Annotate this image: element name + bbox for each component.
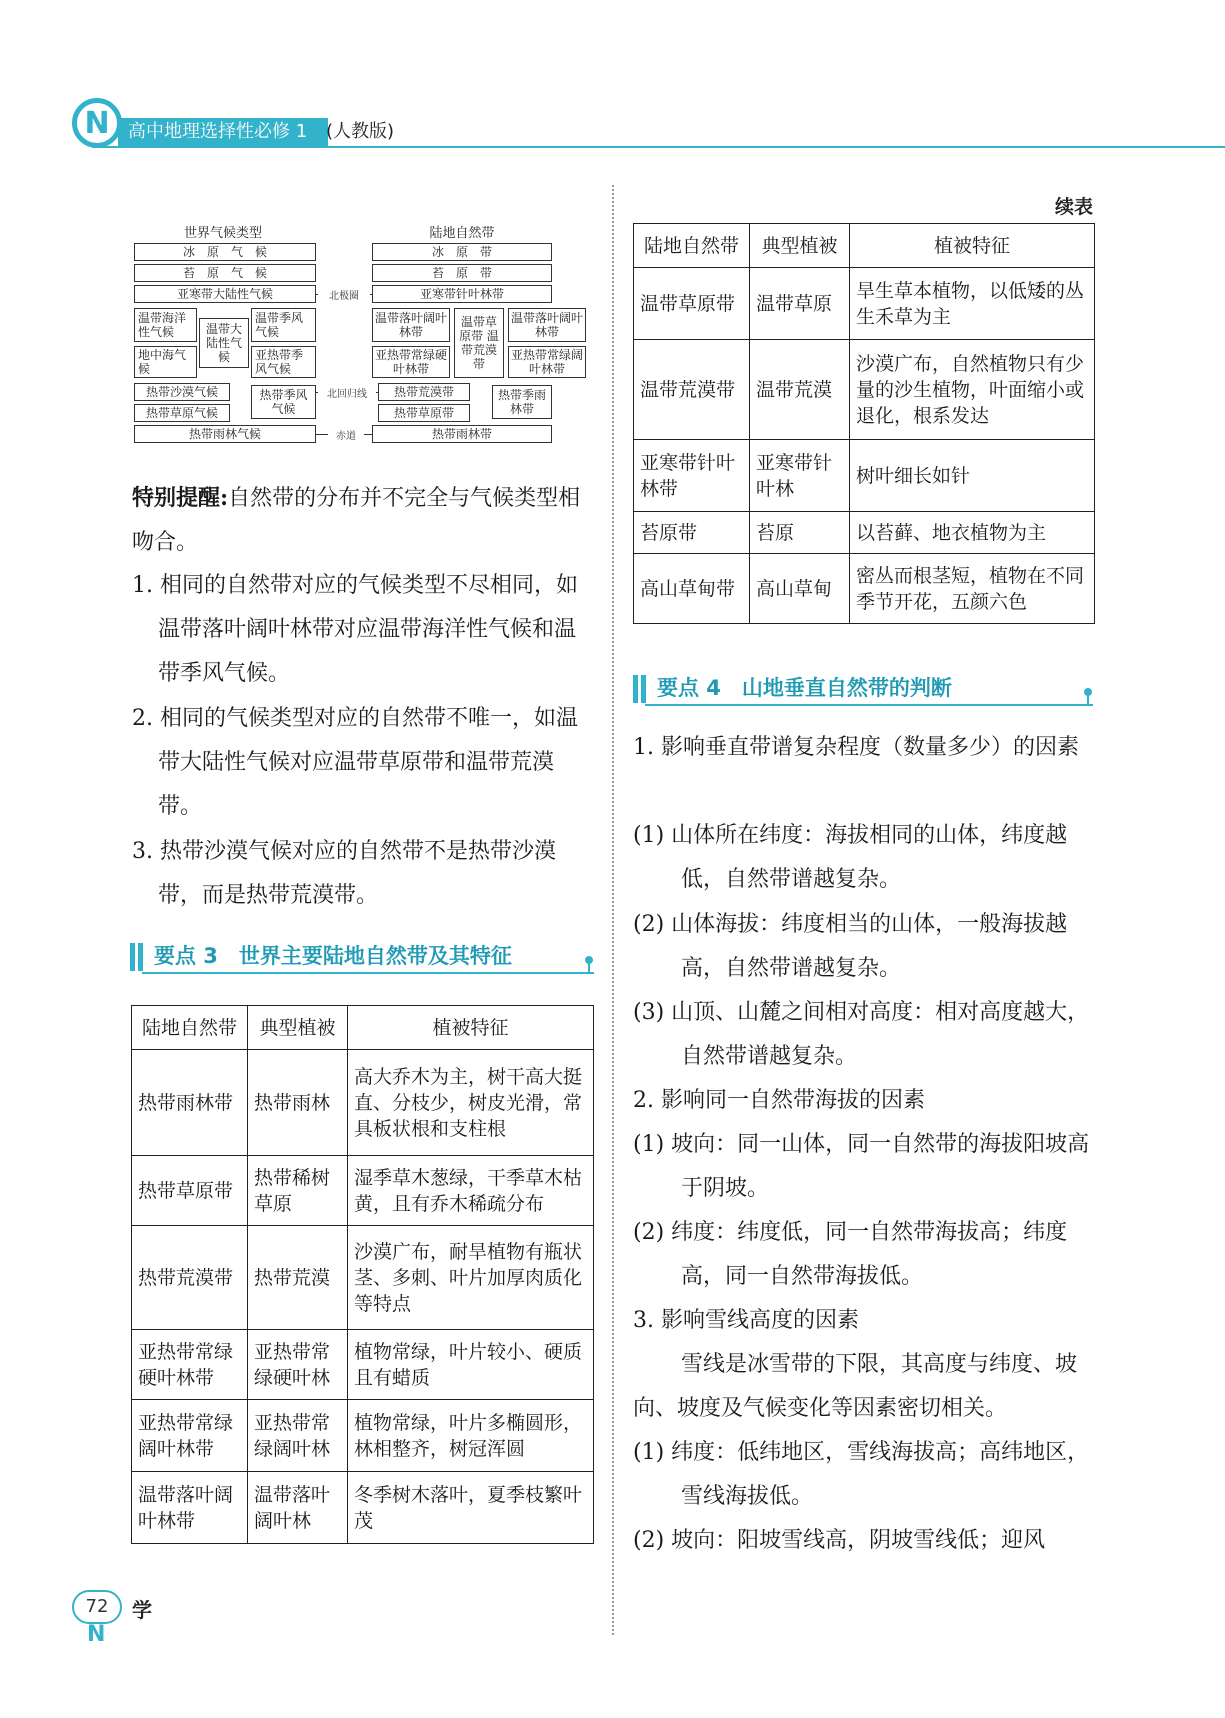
zone-temperate-grass-desert: 温带草原带 温带荒漠带 <box>454 308 504 378</box>
table-row: 热带草原带 热带稀树草原 湿季草木葱绿，干季草木枯黄，且有乔木稀疏分布 <box>132 1156 594 1226</box>
table-row: 温带草原带 温带草原 旱生草本植物，以低矮的丛生禾草为主 <box>634 268 1095 340</box>
s4-point-2a: (1) 坡向：同一山体，同一自然带的海拔阳坡高于阴坡。 <box>633 1132 1090 1201</box>
zone-taiga: 亚寒带针叶林带 <box>372 285 552 303</box>
zone-tropical-monsoon-forest: 热带季雨林带 <box>492 385 552 419</box>
table-header-cell: 典型植被 <box>248 1006 348 1050</box>
equator-label: 赤道 <box>328 427 364 442</box>
table-row: 苔原带 苔原 以苔藓、地衣植物为主 <box>634 512 1095 554</box>
climate-mediterranean: 地中海气候 <box>134 346 197 378</box>
page-number: 72 <box>72 1590 122 1624</box>
climate-temperate-marine: 温带海洋性气候 <box>134 308 197 342</box>
s4-point-1b: (2) 山体海拔：纬度相当的山体，一般海拔越高，自然带谱越复杂。 <box>633 912 1068 981</box>
reminder-label: 特别提醒 <box>132 485 221 511</box>
zone-column-title: 陆地自然带 <box>429 226 495 241</box>
climate-tropical-rainforest: 热带雨林气候 <box>134 425 316 443</box>
table-row: 亚寒带针叶林带 亚寒带针叶林 树叶细长如针 <box>634 440 1095 512</box>
table-row: 亚热带常绿硬叶林带 亚热带常绿硬叶林 植物常绿，叶片较小、硬质且有蜡质 <box>132 1330 594 1400</box>
zone-subtropical-sclerophyll: 亚热带常绿硬叶林带 <box>372 346 450 378</box>
climate-tropical-savanna: 热带草原气候 <box>134 404 230 422</box>
table-row: 热带荒漠带 热带荒漠 沙漠广布，耐旱植物有瓶状茎、多刺、叶片加厚肉质化等特点 <box>132 1226 594 1330</box>
s4-point-3: 3. 影响雪线高度的因素 <box>633 1308 859 1333</box>
climate-subarctic: 亚寒带大陆性气候 <box>134 285 316 303</box>
zone-tropical-desert: 热带荒漠带 <box>378 383 470 401</box>
zone-table-2 <box>633 223 1095 624</box>
table-row: 温带落叶阔叶林带 温带落叶阔叶林 冬季树木落叶，夏季枝繁叶茂 <box>132 1472 594 1544</box>
zone-ice-desert: 冰 原 带 <box>372 243 552 261</box>
continued-table-label: 续表 <box>1055 196 1094 218</box>
zone-table-1 <box>131 1005 594 1544</box>
s4-point-2b: (2) 纬度：纬度低，同一自然带海拔高；纬度高，同一自然带海拔低。 <box>633 1220 1068 1289</box>
table-header-cell: 植被特征 <box>850 224 1095 268</box>
climate-ice-cap: 冰 原 气 候 <box>134 243 316 261</box>
section-4-title: 要点 4 山地垂直自然带的判断 <box>657 676 952 700</box>
book-title: 高中地理选择性必修 1 <box>118 118 328 146</box>
table-header-row <box>132 1006 594 1050</box>
brand-logo-icon: N <box>72 98 122 148</box>
zone-temperate-deciduous-east: 温带落叶阔叶林带 <box>508 308 586 342</box>
book-edition: (人教版) <box>326 121 395 142</box>
climate-temperate-continental: 温带大陆性气候 <box>199 318 249 368</box>
zone-tropical-grassland: 热带草原带 <box>378 404 470 422</box>
section-3-heading <box>130 940 600 974</box>
zone-temperate-deciduous: 温带落叶阔叶林带 <box>372 308 450 342</box>
arctic-circle-label: 北极圈 <box>318 287 370 302</box>
section-4-heading <box>633 672 1099 706</box>
pin-icon <box>585 956 593 964</box>
climate-tropical-monsoon: 热带季风气候 <box>251 385 316 419</box>
reminder-item-3: 3. 热带沙漠气候对应的自然带不是热带沙漠带，而是热带荒漠带。 <box>132 839 556 908</box>
reminder-item-1: 1. 相同的自然带对应的气候类型不尽相同，如温带落叶阔叶林带对应温带海洋性气候和温带季风气候。 <box>132 573 578 686</box>
table-header-cell: 陆地自然带 <box>634 224 750 268</box>
reminder-item-2: 2. 相同的气候类型对应的自然带不唯一，如温带大陆性气候对应温带草原带和温带荒漠带。 <box>132 706 578 819</box>
table-row: 高山草甸带 高山草甸 密丛而根茎短，植物在不同季节开花，五颜六色 <box>634 554 1095 624</box>
table-row: 亚热带常绿阔叶林带 亚热带常绿阔叶林 植物常绿，叶片多椭圆形，林相整齐，树冠浑圆 <box>132 1400 594 1472</box>
table-row: 温带荒漠带 温带荒漠 沙漠广布，自然植物只有少量的沙生植物，叶面缩小或退化，根系发达 <box>634 340 1095 440</box>
s4-point-1c: (3) 山顶、山麓之间相对高度：相对高度越大，自然带谱越复杂。 <box>633 1000 1090 1069</box>
pin-icon <box>1084 688 1092 696</box>
climate-temperate-monsoon: 温带季风气候 <box>251 308 316 342</box>
table-header-cell: 陆地自然带 <box>132 1006 248 1050</box>
footer-subject: 学 <box>132 1598 152 1622</box>
s4-point-1: 1. 影响垂直带谱复杂程度（数量多少）的因素 <box>633 735 1079 760</box>
table-header-row <box>634 224 1095 268</box>
footer-logo-icon: N <box>87 1622 106 1647</box>
reminder-text: 自然带的分布并不完全与气候类型相吻合。 <box>132 486 581 555</box>
s4-point-1a: (1) 山体所在纬度：海拔相同的山体，纬度越低，自然带谱越复杂。 <box>633 823 1068 892</box>
header-rule <box>92 146 1225 148</box>
table-row: 热带雨林带 热带雨林 高大乔木为主，树干高大挺直、分枝少，树皮光滑，常具板状根和支柱根 <box>132 1050 594 1156</box>
zone-tundra: 苔 原 带 <box>372 264 552 282</box>
column-divider <box>612 185 614 1635</box>
tropic-label: 北回归线 <box>318 385 376 400</box>
s4-point-3b: (2) 坡向：阳坡雪线高，阴坡雪线低；迎风 <box>633 1528 1046 1553</box>
s4-point-3-text: 雪线是冰雪带的下限，其高度与纬度、坡向、坡度及气候变化等因素密切相关。 <box>633 1352 1078 1421</box>
table-header-cell: 典型植被 <box>750 224 850 268</box>
reminder-intro: 特别提醒:自然带的分布并不完全与气候类型相吻合。 <box>132 485 581 555</box>
climate-column-title: 世界气候类型 <box>183 226 262 241</box>
table-header-cell: 植被特征 <box>348 1006 594 1050</box>
zone-tropical-rainforest: 热带雨林带 <box>372 425 552 443</box>
climate-subtropical-monsoon: 亚热带季风气候 <box>251 346 316 378</box>
climate-tropical-desert: 热带沙漠气候 <box>134 383 230 401</box>
section-3-title: 要点 3 世界主要陆地自然带及其特征 <box>154 944 512 968</box>
climate-tundra: 苔 原 气 候 <box>134 264 316 282</box>
zone-subtropical-evergreen: 亚热带常绿阔叶林带 <box>508 346 586 378</box>
s4-point-3a: (1) 纬度：低纬地区，雪线海拔高；高纬地区，雪线海拔低。 <box>633 1440 1090 1509</box>
s4-point-2: 2. 影响同一自然带海拔的因素 <box>633 1088 925 1113</box>
